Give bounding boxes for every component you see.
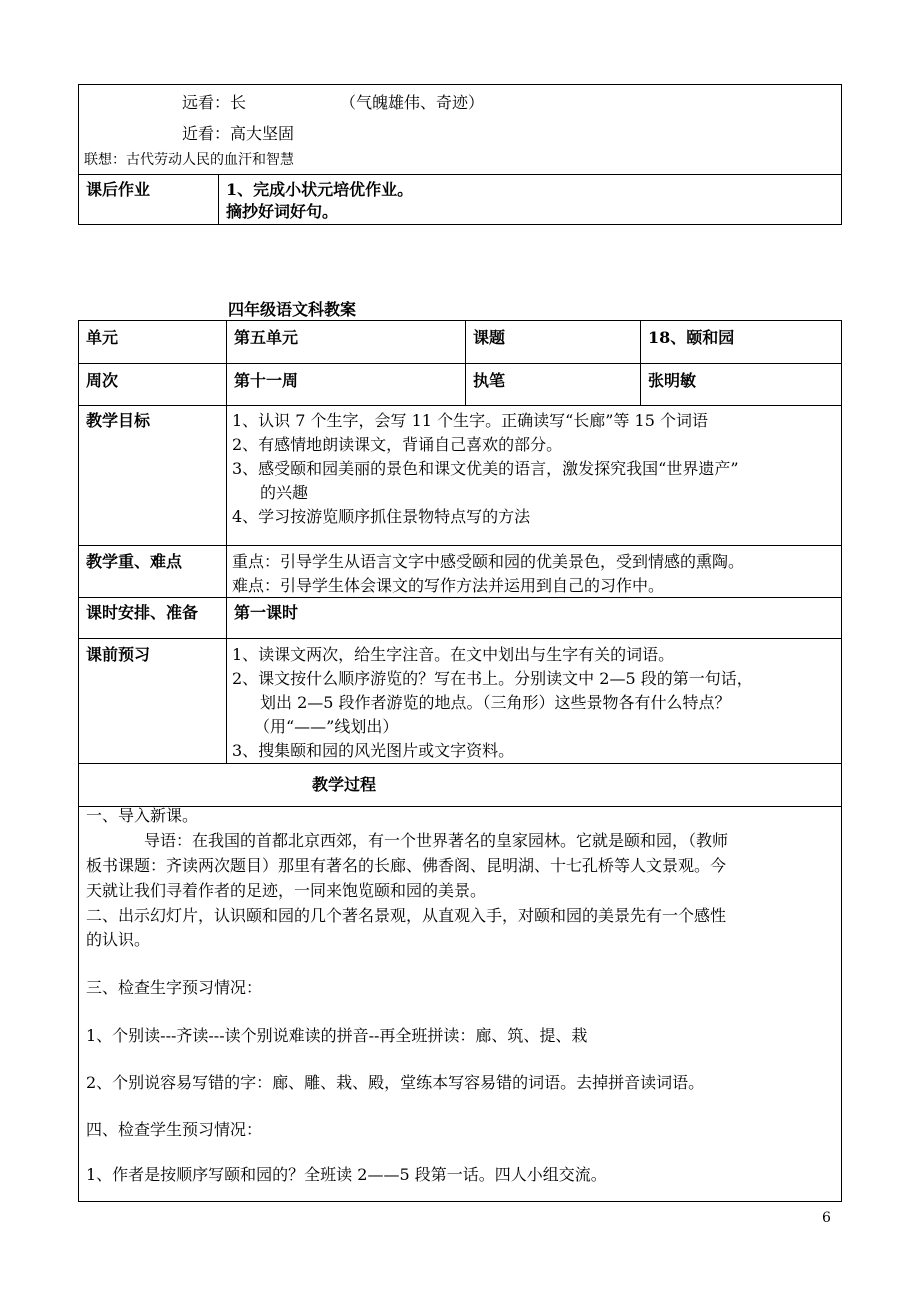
goals-label: 教学目标 <box>86 411 151 430</box>
row-divider <box>78 545 842 546</box>
process-line-4: 天就让我们寻着作者的足迹，一同来饱览颐和园的美景。 <box>86 881 487 900</box>
row-divider <box>78 363 842 364</box>
process-line-1: 一、导入新课。 <box>86 806 199 825</box>
process-line-2: 导语：在我国的首都北京西郊，有一个世界著名的皇家园林。它就是颐和园，（教师 <box>144 831 729 850</box>
unit-label: 单元 <box>86 328 119 347</box>
author-label: 执笔 <box>473 371 506 390</box>
homework-line-1: 1、完成小状元培优作业。 <box>226 180 414 199</box>
goal-line-3: 3、感受颐和园美丽的景色和课文优美的语言，激发探究我国“世界遗产” <box>232 459 739 478</box>
homework-line-2: 摘抄好词好句。 <box>226 202 339 221</box>
preview-line-3: 3、搜集颐和园的风光图片或文字资料。 <box>232 741 515 760</box>
focus-label: 教学重、难点 <box>86 552 183 571</box>
row-divider <box>78 763 842 764</box>
focus-key-point: 重点：引导学生从语言文字中感受颐和园的优美景色，受到情感的熏陶。 <box>232 552 745 571</box>
top-table-col-divider <box>218 174 219 225</box>
top-table-divider <box>78 174 842 175</box>
association-label: 联想：古代劳动人民的血汗和智慧 <box>84 152 294 168</box>
process-line-5: 二、出示幻灯片，认识颐和园的几个著名景观，从直观入手，对颐和园的美景先有一个感性 <box>86 906 727 925</box>
process-line-8: 1、个别读---齐读---读个别说难读的拼音--再全班拼读：廊、筑、提、栽 <box>86 1026 588 1045</box>
preview-label: 课前预习 <box>86 645 151 664</box>
process-line-10: 四、检查学生预习情况： <box>86 1120 263 1139</box>
far-view-note: （气魄雄伟、奇迹） <box>340 93 485 112</box>
homework-label: 课后作业 <box>86 180 151 199</box>
page-number: 6 <box>822 1210 831 1226</box>
col-divider <box>465 320 466 405</box>
process-label: 教学过程 <box>312 775 377 794</box>
schedule-value: 第一课时 <box>234 603 299 622</box>
process-line-7: 三、检查生字预习情况： <box>86 978 263 997</box>
near-view-label: 近看：高大坚固 <box>182 124 295 143</box>
preview-line-2-note: （用“——”线划出） <box>254 717 399 736</box>
process-line-9: 2、个别说容易写错的字：廊、雕、栽、殿，堂练本写容易错的词语。去掉拼音读词语。 <box>86 1073 705 1092</box>
week-value: 第十一周 <box>234 371 299 390</box>
process-line-3: 板书课题：齐读两次题目）那里有著名的长廊、佛香阁、昆明湖、十七孔桥等人文景观。今 <box>86 856 727 875</box>
row-divider <box>78 638 842 639</box>
process-line-11: 1、作者是按顺序写颐和园的？全班读 2——5 段第一话。四人小组交流。 <box>86 1165 607 1184</box>
col-divider <box>640 320 641 405</box>
topic-label: 课题 <box>473 328 506 347</box>
goal-line-3-cont: 的兴趣 <box>260 483 309 502</box>
author-value: 张明敏 <box>648 371 697 390</box>
preview-line-2: 2、课文按什么顺序游览的？写在书上。分别读文中 2—5 段的第一句话， <box>232 669 753 688</box>
topic-value: 18、颐和园 <box>648 328 735 347</box>
preview-line-1: 1、读课文两次，给生字注音。在文中划出与生字有关的词语。 <box>232 645 675 664</box>
goal-line-4: 4、学习按游览顺序抓住景物特点写的方法 <box>232 507 531 526</box>
goal-line-2: 2、有感情地朗读课文，背诵自己喜欢的部分。 <box>232 435 563 454</box>
plan-title: 四年级语文科教案 <box>228 300 357 319</box>
goal-line-1: 1、认识 7 个生字，会写 11 个生字。正确读写“长廊”等 15 个词语 <box>232 411 708 430</box>
far-view-label: 远看：长 <box>182 93 247 112</box>
col-divider <box>226 320 227 763</box>
schedule-label: 课时安排、准备 <box>86 603 199 622</box>
week-label: 周次 <box>86 371 119 390</box>
row-divider <box>78 405 842 406</box>
preview-line-2-cont: 划出 2—5 段作者游览的地点。（三角形）这些景物各有什么特点？ <box>260 693 731 712</box>
unit-value: 第五单元 <box>234 328 299 347</box>
focus-difficulty: 难点：引导学生体会课文的写作方法并运用到自己的习作中。 <box>232 576 665 595</box>
process-line-6: 的认识。 <box>86 930 151 949</box>
